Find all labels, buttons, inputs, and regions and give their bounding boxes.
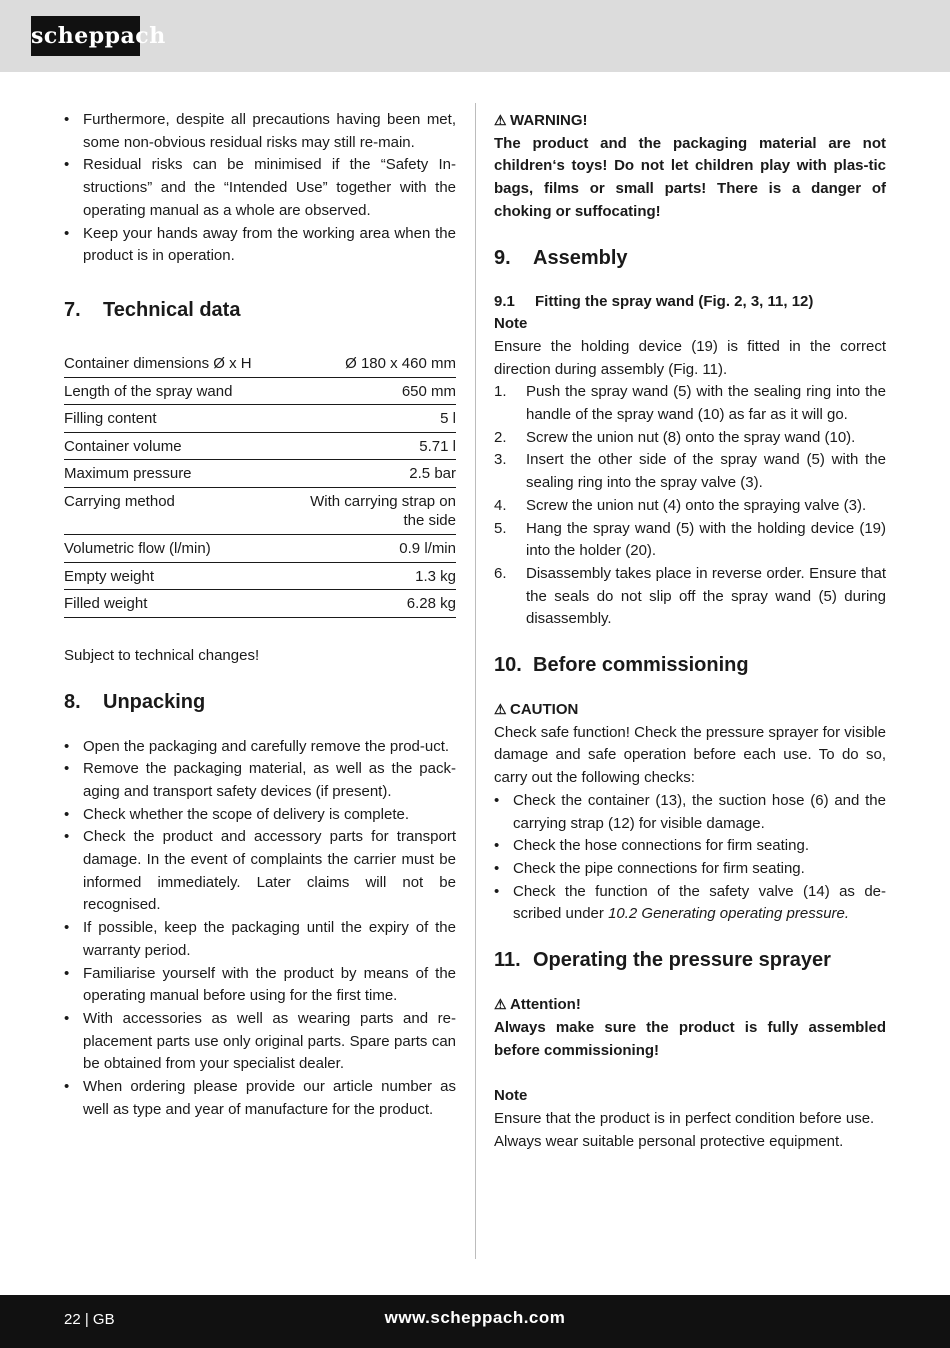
table-cell-label: Length of the spray wand bbox=[64, 382, 233, 400]
list-item: • Keep your hands away from the working area when the product is in operation. bbox=[64, 223, 456, 268]
caution-text: Check safe function! Check the pressure sprayer for visible damage and safe operation before each use. To do so, carry out the following checks: bbox=[494, 723, 886, 787]
list-item: • Check the product and accessory parts for transport damage. In the event of complaints the carrier must be informed immediately. Later claims will not be recognised. bbox=[64, 826, 456, 917]
list-item: • Check the container (13), the suction hose (6) and the carrying strap (12) for visible damage. bbox=[494, 790, 886, 835]
table-cell-label: Empty weight bbox=[64, 567, 155, 585]
brand-logo: scheppach bbox=[31, 16, 140, 56]
list-item: 4. Screw the union nut (4) onto the spraying valve (3). bbox=[494, 496, 867, 514]
list-item: 3. Insert the other side of the spray wand (5) with the sealing ring into the spray valve (3). bbox=[494, 451, 886, 492]
attention-text: Always make sure the product is fully assembled before commissioning! bbox=[494, 1018, 886, 1059]
table-row bbox=[64, 487, 456, 534]
list-item: • If possible, keep the packaging until the expiry of the warranty period. bbox=[64, 917, 456, 962]
list-item: 1. Push the spray wand (5) with the sealing ring into the handle of the spray wand (10) as far as it will go. bbox=[494, 383, 886, 424]
technical-changes-note: Subject to technical changes! bbox=[64, 646, 260, 664]
right-column bbox=[494, 109, 886, 1153]
column-divider bbox=[475, 103, 476, 1259]
table-row bbox=[64, 377, 456, 405]
table-cell-value: 5 l bbox=[440, 410, 456, 428]
list-item: • With accessories as well as wearing parts and re-placement parts use only original parts. Spare parts can be obtained from your specialist dealer. bbox=[64, 1008, 456, 1076]
table-cell-value: 2.5 bar bbox=[409, 465, 456, 483]
table-row bbox=[64, 590, 456, 618]
warning-label: ⚠ WARNING! bbox=[494, 109, 886, 133]
page-footer bbox=[0, 1295, 950, 1348]
website-link[interactable]: www.scheppach.com bbox=[384, 1308, 566, 1327]
list-item: • Check the hose connections for firm seating. bbox=[494, 835, 886, 858]
caution-label: ⚠ CAUTION bbox=[494, 698, 886, 722]
table-row bbox=[64, 562, 456, 590]
commissioning-checks bbox=[494, 790, 886, 926]
section-heading-operating: 11. Operating the pressure sprayer bbox=[494, 949, 831, 972]
table-cell-value: With carrying strap on the side bbox=[310, 492, 456, 530]
table-cell-label: Carrying method bbox=[64, 492, 175, 510]
attention-label: ⚠ Attention! bbox=[494, 993, 886, 1017]
table-row bbox=[64, 460, 456, 488]
table-cell-value: 0.9 l/min bbox=[399, 540, 456, 558]
warning-triangle-icon: ⚠ bbox=[494, 996, 507, 1013]
table-cell-label: Filled weight bbox=[64, 595, 148, 613]
list-item: • Remove the packaging material, as well as the pack-aging and transport safety devices (if present). bbox=[64, 758, 456, 803]
table-cell-label: Maximum pressure bbox=[64, 465, 192, 483]
list-item: • When ordering please provide our article number as well as type and year of manufacture for the product. bbox=[64, 1076, 456, 1121]
table-cell-label: Volumetric flow (l/min) bbox=[64, 540, 211, 558]
table-cell-value: 5.71 l bbox=[419, 437, 456, 455]
list-item: • Check whether the scope of delivery is complete. bbox=[64, 804, 456, 827]
table-row bbox=[64, 350, 456, 377]
residual-risk-list bbox=[64, 109, 456, 268]
list-item: • Check the pipe connections for firm seating. bbox=[494, 858, 886, 881]
section-heading-before-commissioning: 10. Before commissioning bbox=[494, 654, 749, 677]
note-text-ppe: Always wear suitable personal protective equipment. bbox=[494, 1132, 844, 1150]
list-item: 6. Disassembly takes place in reverse order. Ensure that the seals do not slip off the spray wand (5) during disassembly. bbox=[494, 564, 886, 628]
table-cell-label: Filling content bbox=[64, 410, 157, 428]
table-cell-label: Container volume bbox=[64, 437, 182, 455]
warning-triangle-icon: ⚠ bbox=[494, 701, 507, 718]
section-heading-assembly: 9. Assembly bbox=[494, 246, 628, 269]
list-item: 2. Screw the union nut (8) onto the spray wand (10). bbox=[494, 428, 856, 446]
note-text: Ensure the holding device (19) is fitted in the correct direction during assembly (Fig. 11). bbox=[494, 337, 886, 378]
table-cell-value: 6.28 kg bbox=[406, 595, 456, 613]
section-heading-unpacking: 8. Unpacking bbox=[64, 690, 206, 713]
warning-block bbox=[494, 109, 886, 224]
table-cell-label: Container dimensions Ø x H bbox=[64, 354, 252, 372]
page-number: 22 | GB bbox=[64, 1311, 115, 1328]
cross-reference: 10.2 Generating operating pressure. bbox=[608, 905, 850, 923]
table-cell-value: 650 mm bbox=[401, 382, 456, 400]
table-row bbox=[64, 535, 456, 563]
note-label: Note bbox=[494, 315, 528, 333]
table-cell-value: 1.3 kg bbox=[415, 567, 456, 585]
list-item: • Check the function of the safety valve (14) as de-scribed under 10.2 Generating operating pressure. bbox=[494, 881, 886, 926]
left-column bbox=[64, 109, 456, 1122]
technical-data-table bbox=[64, 350, 456, 618]
table-cell-value: Ø 180 x 460 mm bbox=[345, 354, 456, 372]
list-item: • Open the packaging and carefully remove the prod-uct. bbox=[64, 736, 456, 759]
list-item: • Residual risks can be minimised if the “Safety In-structions” and the “Intended Use” together with the operating manual as a whole are observed. bbox=[64, 154, 456, 222]
table-row bbox=[64, 405, 456, 433]
unpacking-list bbox=[64, 736, 456, 1122]
note-text: Ensure that the product is in perfect condition before use. bbox=[494, 1109, 875, 1127]
list-item: 5. Hang the spray wand (5) with the holding device (19) into the holder (20). bbox=[494, 519, 886, 560]
list-item: • Furthermore, despite all precautions having been met, some non-obvious residual risks may still re-main. bbox=[64, 109, 456, 154]
note-label: Note bbox=[494, 1087, 528, 1105]
list-item: • Familiarise yourself with the product by means of the operating manual before using for the first time. bbox=[64, 963, 456, 1008]
assembly-steps bbox=[494, 381, 886, 631]
warning-triangle-icon: ⚠ bbox=[494, 112, 507, 128]
table-row bbox=[64, 432, 456, 460]
warning-text: The product and the packaging material are not children‘s toys! Do not let children play with plas-tic bags, films or small parts! There is a danger of choking or suffocating! bbox=[494, 134, 886, 220]
subsection-heading-spray-wand: 9.1 Fitting the spray wand (Fig. 2, 3, 11, 12) bbox=[494, 292, 814, 310]
section-heading-technical-data: 7. Technical data bbox=[64, 298, 241, 321]
header-band bbox=[0, 0, 950, 72]
